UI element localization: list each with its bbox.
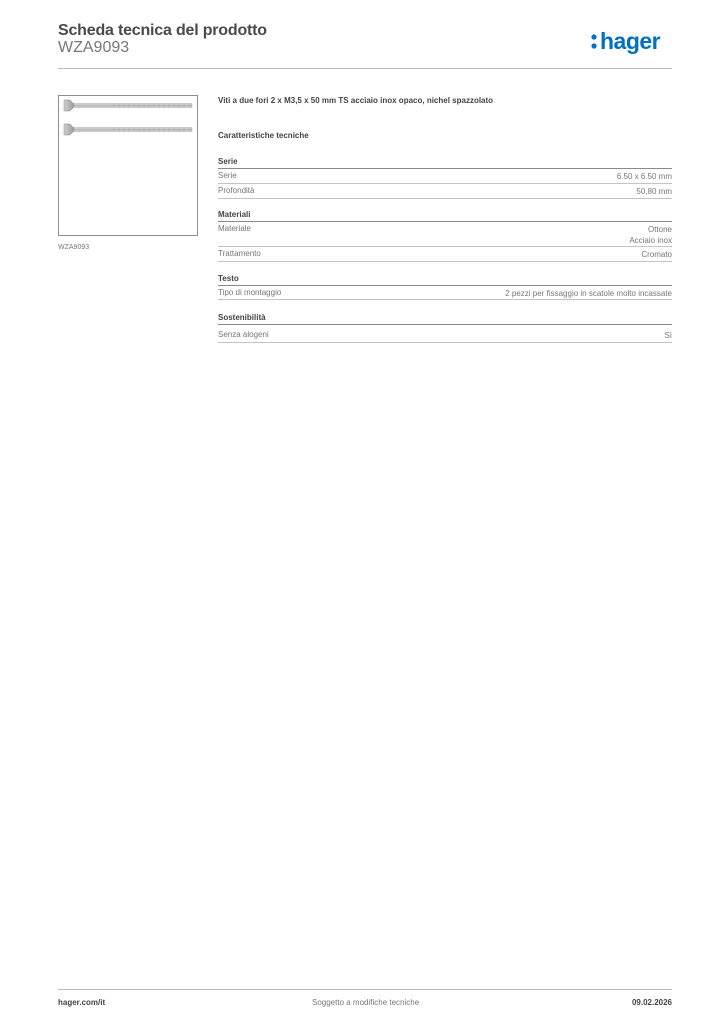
footer-note: Soggetto a modifiche tecniche bbox=[312, 998, 420, 1007]
spec-value: Cromato bbox=[641, 250, 672, 259]
spec-row bbox=[218, 184, 672, 199]
spec-row bbox=[218, 328, 672, 343]
product-code: WZA9093 bbox=[58, 39, 130, 56]
screw-2 bbox=[64, 124, 192, 135]
spec-row bbox=[218, 169, 672, 184]
spec-value: Sì bbox=[664, 331, 672, 340]
spec-label: Serie bbox=[218, 171, 237, 180]
hager-logo bbox=[590, 26, 676, 60]
screws-illustration bbox=[59, 96, 197, 235]
spec-value: 6.50 x 6.50 mm bbox=[616, 172, 672, 181]
group-title-sostenibilita: Sostenibilità bbox=[218, 313, 672, 325]
spec-row bbox=[218, 222, 672, 247]
spec-label: Trattamento bbox=[218, 249, 261, 258]
spec-label: Tipo di montaggio bbox=[218, 288, 282, 297]
spec-value-stack bbox=[629, 224, 672, 246]
spec-row bbox=[218, 286, 672, 300]
page-title: Scheda tecnica del prodotto bbox=[58, 22, 267, 39]
spec-value: Acciaio inox bbox=[629, 236, 672, 245]
section-heading: Caratteristiche tecniche bbox=[218, 131, 309, 140]
footer-website: hager.com/it bbox=[58, 998, 106, 1007]
spec-label: Senza alogeni bbox=[218, 330, 269, 339]
spec-value: 2 pezzi per fissaggio in scatole molto incassate bbox=[505, 289, 672, 298]
screw-1 bbox=[64, 100, 192, 111]
spec-value: Ottone bbox=[647, 225, 672, 234]
header-divider bbox=[58, 68, 672, 69]
footer-date: 09.02.2026 bbox=[631, 998, 672, 1007]
spec-row bbox=[218, 247, 672, 262]
spec-label: Profondità bbox=[218, 186, 255, 195]
group-title-testo: Testo bbox=[218, 274, 672, 286]
group-title-materiali: Materiali bbox=[218, 210, 672, 222]
logo-text: hager bbox=[600, 28, 661, 54]
image-caption: WZA9093 bbox=[58, 244, 90, 251]
product-image bbox=[58, 95, 198, 236]
spec-label: Materiale bbox=[218, 224, 251, 233]
product-description: Viti a due fori 2 x M3,5 x 50 mm TS acciaio inox opaco, nichel spazzolato bbox=[218, 96, 494, 105]
group-title-serie: Serie bbox=[218, 157, 672, 169]
spec-value: 50,80 mm bbox=[636, 187, 672, 196]
footer-divider bbox=[58, 989, 672, 990]
